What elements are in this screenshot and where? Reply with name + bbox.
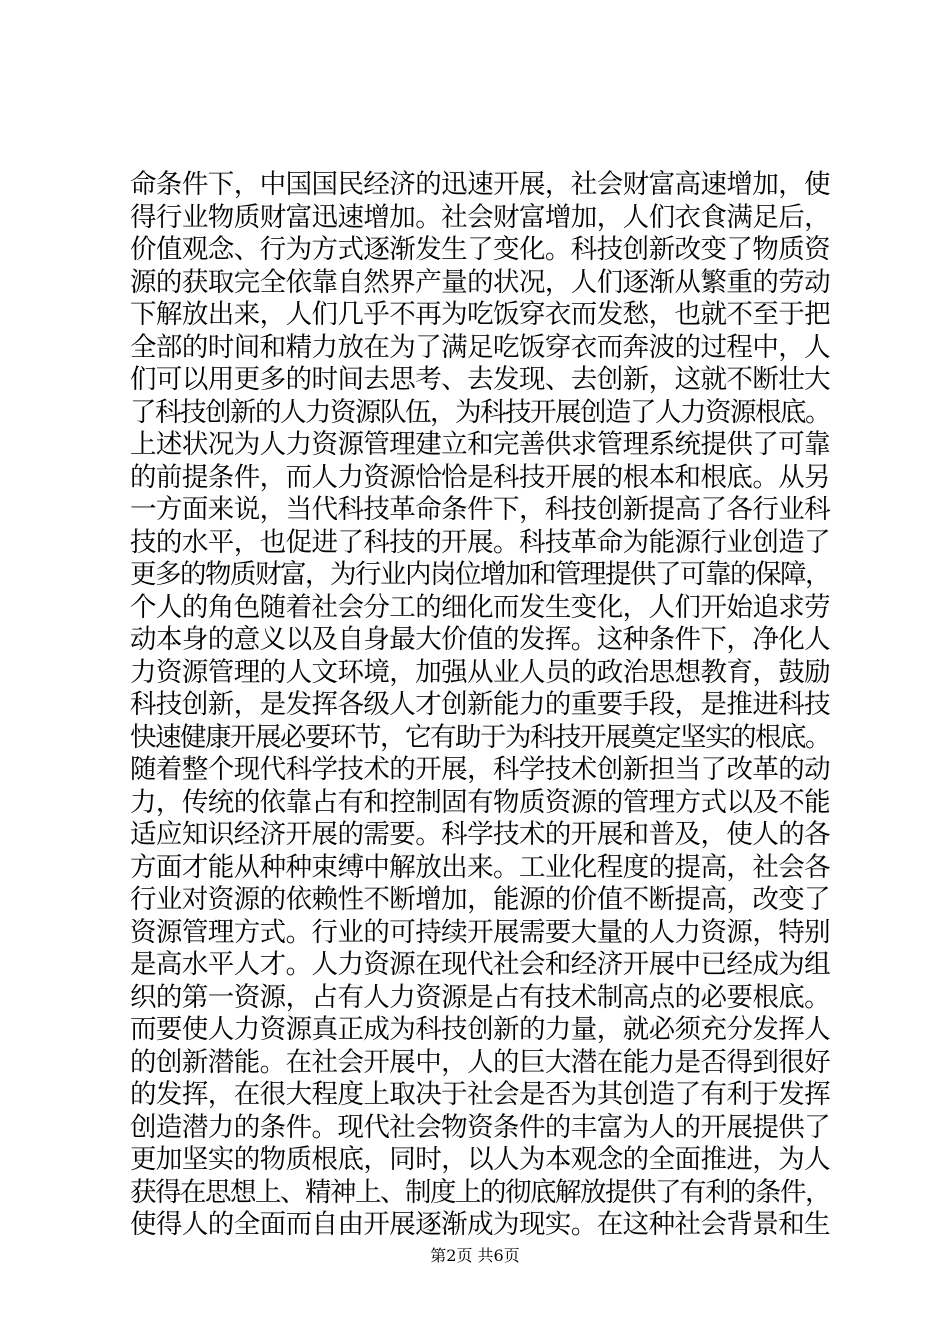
text-line: 得行业物质财富迅速增加。社会财富增加，人们衣食满足后， <box>130 201 831 233</box>
text-line: 快速健康开展必要环节，它有助于为科技开展奠定坚实的根底。 <box>130 721 830 753</box>
text-line: 的创新潜能。在社会开展中，人的巨大潜在能力是否得到很好 <box>130 1046 831 1078</box>
text-line: 价值观念、行为方式逐渐发生了变化。科技创新改变了物质资 <box>130 234 831 265</box>
text-line: 获得在思想上、精神上、制度上的彻底解放提供了有利的条件， <box>130 1176 830 1208</box>
text-line: 力资源管理的人文环境，加强从业人员的政治思想教育，鼓励 <box>130 656 831 688</box>
text-line: 织的第一资源，占有人力资源是占有技术制高点的必要根底。 <box>130 981 831 1013</box>
text-line: 资源管理方式。行业的可持续开展需要大量的人力资源，特别 <box>130 916 831 948</box>
text-line: 一方面来说，当代科技革命条件下，科技创新提高了各行业科 <box>130 494 831 525</box>
text-line: 随着整个现代科学技术的开展，科学技术创新担当了改革的动 <box>130 754 831 785</box>
text-line: 适应知识经济开展的需要。科学技术的开展和普及，使人的各 <box>130 819 831 850</box>
text-line: 的前提条件，而人力资源恰恰是科技开展的根本和根底。从另 <box>130 461 831 493</box>
text-line: 创造潜力的条件。现代社会物资条件的丰富为人的开展提供了 <box>130 1111 831 1143</box>
text-line: 了科技创新的人力资源队伍，为科技开展创造了人力资源根底。 <box>130 396 830 428</box>
text-line: 力，传统的依靠占有和控制固有物质资源的管理方式以及不能 <box>130 786 831 818</box>
text-line: 科技创新，是发挥各级人才创新能力的重要手段，是推进科技 <box>130 689 831 720</box>
text-line: 而要使人力资源真正成为科技创新的力量，就必须充分发挥人 <box>130 1014 831 1045</box>
text-line: 上述状况为人力资源管理建立和完善供求管理系统提供了可靠 <box>130 429 831 460</box>
text-line: 的发挥，在很大程度上取决于社会是否为其创造了有利于发挥 <box>130 1079 831 1110</box>
page-number: 第2页 共6页 <box>430 1246 520 1265</box>
text-line: 技的水平，也促进了科技的开展。科技革命为能源行业创造了 <box>130 526 831 558</box>
text-line: 更加坚实的物质根底，同时，以人为本观念的全面推进，为人 <box>130 1144 831 1175</box>
text-line: 行业对资源的依赖性不断增加，能源的价值不断提高，改变了 <box>130 884 831 915</box>
text-line: 下解放出来，人们几乎不再为吃饭穿衣而发愁，也就不至于把 <box>130 299 831 330</box>
text-line: 使得人的全面而自由开展逐渐成为现实。在这种社会背景和生 <box>130 1209 831 1240</box>
text-line: 是高水平人才。人力资源在现代社会和经济开展中已经成为组 <box>130 949 831 980</box>
document-body <box>130 169 830 1242</box>
text-line: 更多的物质财富，为行业内岗位增加和管理提供了可靠的保障， <box>130 559 830 590</box>
text-line: 源的获取完全依靠自然界产量的状况，人们逐渐从繁重的劳动 <box>130 266 831 298</box>
text-line: 命条件下，中国国民经济的迅速开展，社会财富高速增加，使 <box>130 169 831 200</box>
text-line: 个人的角色随着社会分工的细化而发生变化，人们开始追求劳 <box>130 591 831 623</box>
text-line: 全部的时间和精力放在为了满足吃饭穿衣而奔波的过程中，人 <box>130 331 831 363</box>
text-line: 们可以用更多的时间去思考、去发现、去创新，这就不断壮大 <box>130 364 831 395</box>
page-footer <box>0 1246 950 1266</box>
text-line: 方面才能从种种束缚中解放出来。工业化程度的提高，社会各 <box>130 851 831 883</box>
text-line: 动本身的意义以及自身最大价值的发挥。这种条件下，净化人 <box>130 624 831 655</box>
